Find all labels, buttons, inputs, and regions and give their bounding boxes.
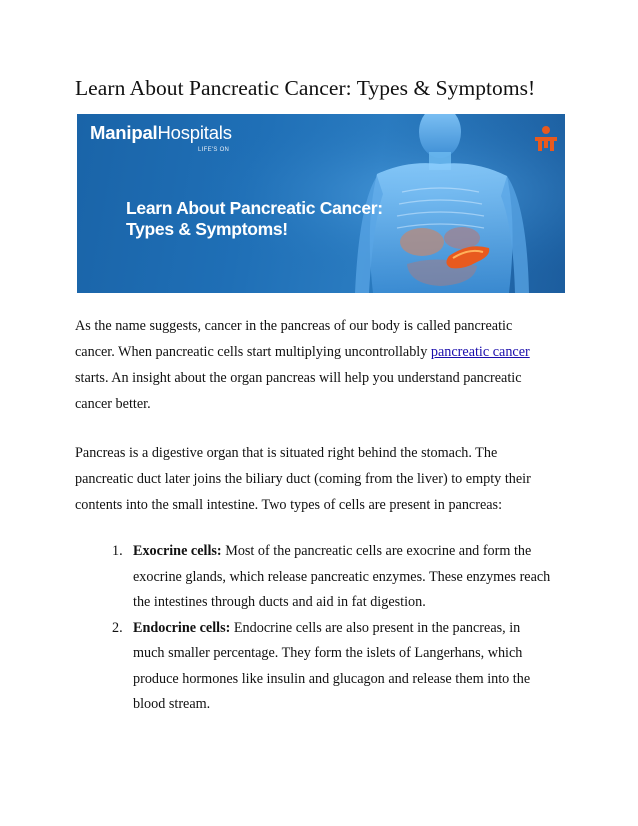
pancreas-paragraph: Pancreas is a digestive organ that is situated right behind the stomach. The pancreatic duct later joins the biliary duct (coming from the liver) to empty their contents into the small intestine. Two types of cells are present in pancreas: — [75, 445, 531, 513]
banner-headline: Learn About Pancreatic Cancer: Types & Symptoms! — [126, 198, 383, 239]
list-item: 2. Endocrine cells: Endocrine cells are also present in the pancreas, in much smaller percentage. They form the islets of Langerhans, which produce hormones like insulin and glucagon and release them into the blood stream. — [112, 619, 531, 712]
manipal-logo: ManipalHospitals — [90, 122, 232, 143]
logo-tagline: LIFE'S ON — [198, 147, 230, 153]
page-title: Learn About Pancreatic Cancer: Types & Symptoms! — [75, 76, 536, 100]
banner-image — [77, 114, 565, 293]
list-item: 1. Exocrine cells: Most of the pancreatic cells are exocrine and form the exocrine glands, which release pancreatic enzymes. These enzymes reach the intestines through ducts and aid in fat digestion. — [112, 543, 551, 610]
pancreatic-cancer-link[interactable]: pancreatic cancer — [430, 344, 530, 360]
intro-paragraph: As the name suggests, cancer in the pancreas of our body is called pancreatic cancer. When pancreatic cells start multiplying uncontrollably pancreatic cancer starts. An insight about the organ pancreas will help you understand pancreatic cancer better. — [75, 318, 530, 412]
cell-types-list — [112, 539, 572, 718]
